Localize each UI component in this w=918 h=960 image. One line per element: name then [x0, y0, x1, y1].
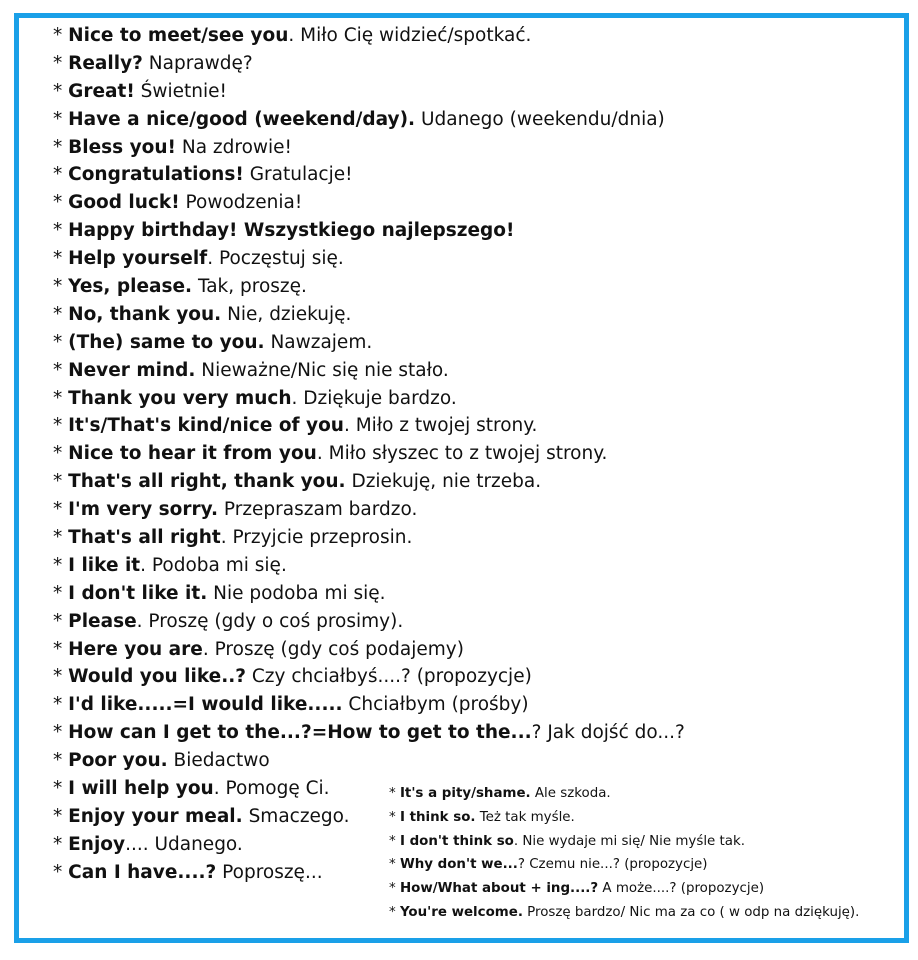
phrase-item	[53, 552, 685, 580]
side-phrase-item	[389, 901, 859, 925]
polish-translation: ? Czemu nie...? (propozycje)	[517, 857, 708, 873]
phrase-item	[53, 412, 685, 440]
polish-translation: Smaczego.	[242, 805, 350, 827]
phrase-item	[53, 636, 685, 664]
polish-translation: Naprawdę?	[142, 52, 253, 74]
phrase-item	[53, 189, 685, 217]
english-phrase: Enjoy	[68, 833, 126, 855]
bullet-asterisk: *	[53, 471, 69, 493]
bullet-asterisk: *	[53, 108, 69, 130]
english-phrase: Thank you very much	[68, 387, 292, 409]
bullet-asterisk: *	[389, 881, 400, 897]
english-phrase: (The) same to you.	[68, 331, 265, 353]
bullet-asterisk: *	[53, 276, 69, 298]
english-phrase: I will help you	[68, 778, 214, 800]
english-phrase: I'd like.....=I would like.....	[68, 694, 343, 716]
phrase-item	[53, 217, 685, 245]
bullet-asterisk: *	[53, 303, 69, 325]
polish-translation: . Nie wydaje mi się/ Nie myśle tak.	[513, 833, 746, 849]
polish-translation: Chciałbym (prośby)	[342, 694, 529, 716]
phrase-item	[53, 524, 685, 552]
polish-translation: Tak, proszę.	[192, 276, 307, 298]
bullet-asterisk: *	[389, 904, 400, 920]
polish-translation: Nawzajem.	[264, 331, 373, 353]
polish-translation: . Przyjcie przeprosin.	[220, 527, 413, 549]
english-phrase: Would you like..?	[68, 666, 246, 688]
phrase-item	[53, 663, 685, 691]
main-phrase-list	[53, 22, 685, 887]
bullet-asterisk: *	[53, 331, 69, 353]
phrase-item	[53, 161, 685, 189]
phrase-item	[53, 78, 685, 106]
bullet-asterisk: *	[53, 666, 69, 688]
phrase-item	[53, 385, 685, 413]
english-phrase: How/What about + ing....?	[399, 881, 599, 897]
bullet-asterisk: *	[53, 638, 69, 660]
bullet-asterisk: *	[53, 52, 69, 74]
english-phrase: I like it	[68, 554, 141, 576]
side-phrase-list	[389, 782, 859, 925]
english-phrase: Yes, please.	[68, 276, 193, 298]
polish-translation: Powodzenia!	[179, 192, 303, 214]
phrase-item	[53, 22, 685, 50]
phrase-item	[53, 496, 685, 524]
bullet-asterisk: *	[53, 359, 69, 381]
english-phrase: I don't think so	[399, 833, 514, 849]
polish-translation: Proszę bardzo/ Nic ma za co ( w odp na dziękuję).	[522, 904, 860, 920]
english-phrase: That's all right	[68, 527, 221, 549]
english-phrase: Good luck!	[68, 192, 180, 214]
bullet-asterisk: *	[53, 415, 69, 437]
phrase-item	[53, 134, 685, 162]
bullet-asterisk: *	[389, 809, 400, 825]
polish-translation: Udanego (weekendu/dnia)	[415, 108, 665, 130]
english-phrase: Can I have....?	[68, 861, 217, 883]
english-phrase: I think so.	[399, 809, 476, 825]
english-phrase: How can I get to the...?=How to get to the...	[68, 722, 532, 744]
bullet-asterisk: *	[53, 527, 69, 549]
phrase-item	[53, 329, 685, 357]
side-phrase-item	[389, 782, 859, 806]
english-phrase: Bless you!	[68, 136, 176, 158]
english-phrase: Enjoy your meal.	[68, 805, 243, 827]
english-phrase: Never mind.	[68, 359, 196, 381]
polish-translation: . Pomogę Ci.	[213, 778, 330, 800]
english-phrase: Congratulations!	[68, 164, 244, 186]
phrase-item	[53, 580, 685, 608]
phrase-item	[53, 301, 685, 329]
polish-translation: Czy chciałbyś....? (propozycje)	[246, 666, 532, 688]
bullet-asterisk: *	[53, 805, 69, 827]
bullet-asterisk: *	[389, 833, 400, 849]
english-phrase: Poor you.	[68, 750, 168, 772]
english-phrase: Help yourself	[68, 248, 208, 270]
bullet-asterisk: *	[53, 499, 69, 521]
polish-translation: Na zdrowie!	[175, 136, 292, 158]
english-phrase: Happy birthday! Wszystkiego najlepszego!	[68, 220, 515, 242]
english-phrase: I'm very sorry.	[68, 499, 218, 521]
polish-translation: . Miło Cię widzieć/spotkać.	[288, 25, 532, 46]
polish-translation: . Miło słyszec to z twojej strony.	[316, 443, 608, 465]
english-phrase: You're welcome.	[399, 904, 523, 920]
polish-translation: .... Udanego.	[125, 833, 243, 855]
bullet-asterisk: *	[53, 443, 69, 465]
bullet-asterisk: *	[53, 610, 69, 632]
bullet-asterisk: *	[53, 694, 69, 716]
bullet-asterisk: *	[53, 778, 69, 800]
polish-translation: Nie, dziekuję.	[221, 303, 352, 325]
english-phrase: Great!	[68, 80, 135, 102]
bullet-asterisk: *	[53, 136, 69, 158]
bullet-asterisk: *	[53, 248, 69, 270]
polish-translation: . Miło z twojej strony.	[343, 415, 538, 437]
phrase-item	[53, 273, 685, 301]
english-phrase: Nice to hear it from you	[68, 443, 317, 465]
phrase-item	[53, 719, 685, 747]
bullet-asterisk: *	[53, 220, 69, 242]
polish-translation: Dziekuję, nie trzeba.	[345, 471, 542, 493]
bullet-asterisk: *	[53, 25, 69, 46]
english-phrase: Really?	[68, 52, 143, 74]
bullet-asterisk: *	[53, 80, 69, 102]
bullet-asterisk: *	[53, 833, 69, 855]
english-phrase: Why don't we...	[399, 857, 518, 873]
phrase-item	[53, 747, 685, 775]
polish-translation: Nieważne/Nic się nie stało.	[195, 359, 449, 381]
polish-translation: A może....? (propozycje)	[598, 881, 765, 897]
polish-translation: . Proszę (gdy o coś prosimy).	[136, 610, 404, 632]
polish-translation: Też tak myśle.	[475, 809, 575, 825]
bullet-asterisk: *	[53, 164, 69, 186]
polish-translation: . Dziękuje bardzo.	[291, 387, 457, 409]
english-phrase: It's a pity/shame.	[399, 786, 531, 801]
polish-translation: Gratulacje!	[243, 164, 353, 186]
phrase-item	[53, 357, 685, 385]
phrase-item	[53, 245, 685, 273]
english-phrase: Please	[68, 610, 137, 632]
english-phrase: Have a nice/good (weekend/day).	[68, 108, 416, 130]
side-phrase-item	[389, 806, 859, 830]
bullet-asterisk: *	[53, 722, 69, 744]
bullet-asterisk: *	[389, 857, 400, 873]
polish-translation: . Podoba mi się.	[140, 554, 287, 576]
english-phrase: It's/That's kind/nice of you	[68, 415, 344, 437]
bullet-asterisk: *	[53, 387, 69, 409]
polish-translation: Biedactwo	[167, 750, 270, 772]
english-phrase: That's all right, thank you.	[68, 471, 346, 493]
side-phrase-item	[389, 877, 859, 901]
phrase-item	[53, 468, 685, 496]
polish-translation: . Proszę (gdy coś podajemy)	[202, 638, 464, 660]
polish-translation: ? Jak dojść do...?	[531, 722, 685, 744]
side-phrase-item	[389, 853, 859, 877]
polish-translation: Ale szkoda.	[530, 786, 611, 801]
phrase-item	[53, 608, 685, 636]
phrase-item	[53, 50, 685, 78]
bullet-asterisk: *	[53, 861, 69, 883]
polish-translation: Przepraszam bardzo.	[218, 499, 418, 521]
english-phrase: I don't like it.	[68, 582, 208, 604]
bullet-asterisk: *	[53, 192, 69, 214]
english-phrase: Nice to meet/see you	[68, 25, 289, 46]
side-phrase-item	[389, 830, 859, 854]
bullet-asterisk: *	[53, 554, 69, 576]
polish-translation: Nie podoba mi się.	[207, 582, 386, 604]
english-phrase: Here you are	[68, 638, 203, 660]
bullet-asterisk: *	[53, 582, 69, 604]
bullet-asterisk: *	[53, 750, 69, 772]
polish-translation: Poproszę...	[216, 861, 323, 883]
english-phrase: No, thank you.	[68, 303, 222, 325]
phrase-item	[53, 106, 685, 134]
polish-translation: Świetnie!	[134, 80, 227, 102]
polish-translation: . Poczęstuj się.	[207, 248, 344, 270]
phrase-item	[53, 691, 685, 719]
bullet-asterisk: *	[389, 786, 400, 801]
phrase-item	[53, 440, 685, 468]
